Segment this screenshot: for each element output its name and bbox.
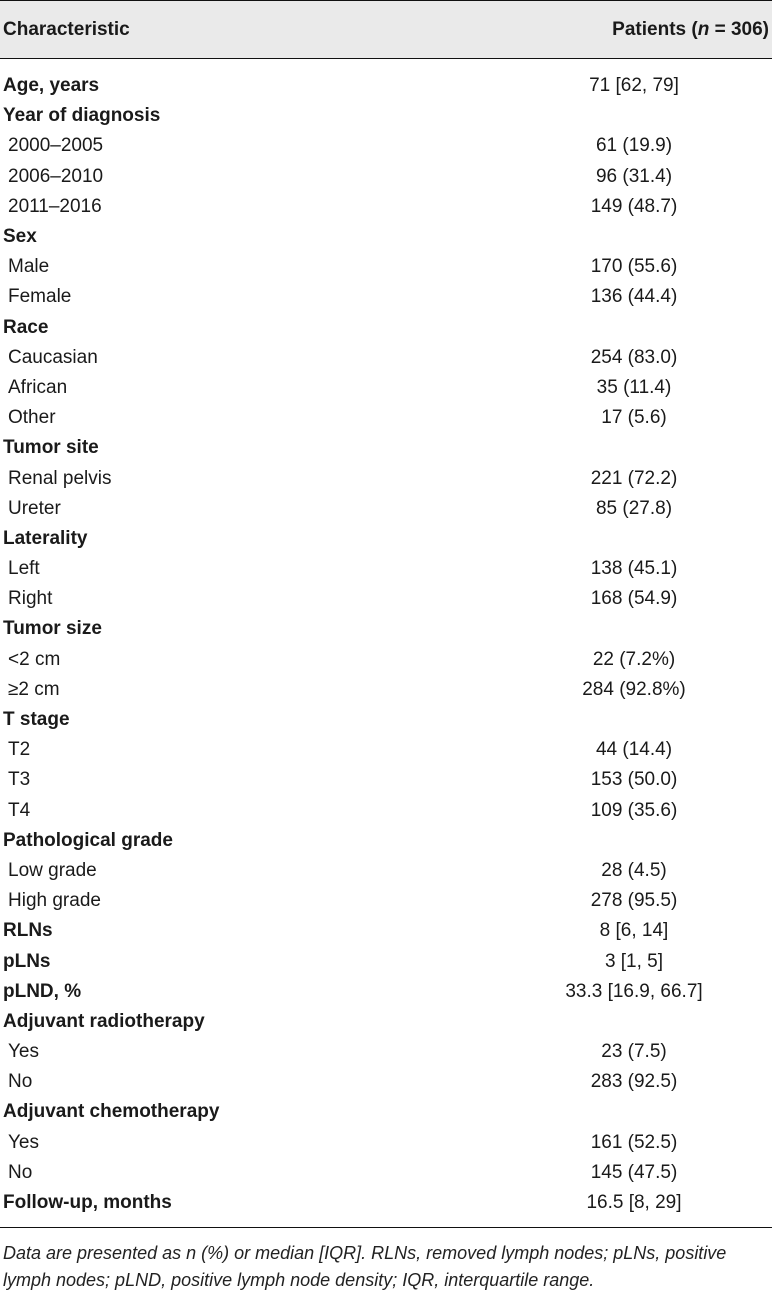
table-row [0,131,772,161]
table-row [0,162,772,192]
row-value: 28 (4.5) [601,859,667,881]
row-label: Caucasian [8,346,98,368]
row-label: Renal pelvis [8,467,112,489]
row-label: ≥2 cm [8,678,60,700]
row-label: Tumor size [3,618,102,640]
row-label: Left [8,558,40,580]
table-row [0,645,772,675]
row-label: Sex [3,226,37,248]
row-label: African [8,376,68,398]
row-value: 136 (44.4) [590,286,678,308]
row-label: T2 [8,739,31,761]
table-row [0,1158,772,1188]
table-row [0,343,772,373]
table-row [0,675,772,705]
table-row [0,886,772,916]
table-row-category [0,614,772,644]
table-row [0,192,772,222]
row-label: Female [8,286,72,308]
row-value: 35 (11.4) [596,376,672,398]
row-value: 284 (92.8%) [582,678,686,700]
row-value: 161 (52.5) [590,1131,678,1153]
row-value: 22 (7.2%) [592,648,676,670]
table-row [0,403,772,433]
table-row [0,554,772,584]
row-value: 71 [62, 79] [589,75,679,97]
row-value: 3 [1, 5] [604,950,664,972]
table-row-category [0,524,772,554]
table-row-category [0,826,772,856]
table-row-category [0,1188,772,1218]
row-label: pLNs [3,950,51,972]
row-label: T stage [3,709,70,731]
row-value: 170 (55.6) [590,256,678,278]
table-row [0,373,772,403]
table-row [0,1067,772,1097]
row-label: 2011–2016 [8,195,102,217]
row-label: 2006–2010 [8,165,104,187]
table-row [0,463,772,493]
row-value: 8 [6, 14] [599,920,669,942]
row-label: No [8,1161,33,1183]
row-label: Adjuvant radiotherapy [3,1010,205,1032]
row-label: Adjuvant chemotherapy [3,1101,220,1123]
table-row [0,1037,772,1067]
row-value: 16.5 [8, 29] [586,1192,682,1214]
table-row-category [0,916,772,946]
row-label: RLNs [3,920,53,942]
header-characteristic: Characteristic [3,18,130,40]
row-label: Tumor site [3,437,99,459]
table-footnote: Data are presented as n (%) or median [IQR]. RLNs, removed lymph nodes; pLNs, positive lymph nodes; pLND, positive lymph node density; IQR, interquartile range. [0,1227,772,1294]
row-value: 61 (19.9) [595,135,673,157]
row-value: 283 (92.5) [590,1071,678,1093]
table-row [0,735,772,765]
row-value: 109 (35.6) [590,799,678,821]
row-label: Yes [8,1041,39,1063]
row-label: Age, years [3,75,100,97]
row-label: Follow-up, months [3,1192,172,1214]
row-label: Ureter [8,497,61,519]
table-row [0,282,772,312]
row-value: 153 (50.0) [590,769,678,791]
row-value: 168 (54.9) [590,588,678,610]
row-value: 17 (5.6) [601,407,667,429]
table-row-category [0,433,772,463]
row-value: 96 (31.4) [595,165,673,187]
row-value: 278 (95.5) [590,890,678,912]
table-body [0,59,772,1218]
row-label: Low grade [8,859,97,881]
table-row [0,1128,772,1158]
table-row [0,584,772,614]
row-label: T3 [8,769,31,791]
row-label: Other [8,407,56,429]
header-patients: Patients (n = 306) [612,18,769,40]
table-row-category [0,946,772,976]
row-label: No [8,1071,33,1093]
table-row-category [0,313,772,343]
row-label: 2000–2005 [8,135,104,157]
table-row [0,796,772,826]
row-label: Race [3,316,49,338]
table-row-category [0,1097,772,1127]
row-label: Yes [8,1131,39,1153]
row-label: Male [8,256,50,278]
table-row-category [0,977,772,1007]
table-row-category [0,101,772,131]
row-value: 149 (48.7) [590,195,678,217]
table-row [0,252,772,282]
row-label: T4 [8,799,31,821]
row-value: 221 (72.2) [590,467,678,489]
table-header [0,0,772,59]
table-row [0,765,772,795]
table-row-category [0,71,772,101]
row-label: <2 cm [8,648,61,670]
row-label: High grade [8,890,101,912]
row-label: Right [8,588,53,610]
row-value: 254 (83.0) [590,346,678,368]
row-value: 33.3 [16.9, 66.7] [565,980,703,1002]
row-value: 138 (45.1) [590,558,678,580]
table-row [0,856,772,886]
table-row-category [0,222,772,252]
row-value: 23 (7.5) [601,1041,667,1063]
row-value: 44 (14.4) [595,739,673,761]
row-label: Year of diagnosis [3,105,161,127]
row-value: 85 (27.8) [595,497,673,519]
row-label: Laterality [3,527,88,549]
row-label: Pathological grade [3,829,173,851]
row-label: pLND, % [3,980,82,1002]
table-row-category [0,1007,772,1037]
table-row-category [0,705,772,735]
table-row [0,494,772,524]
row-value: 145 (47.5) [590,1161,678,1183]
